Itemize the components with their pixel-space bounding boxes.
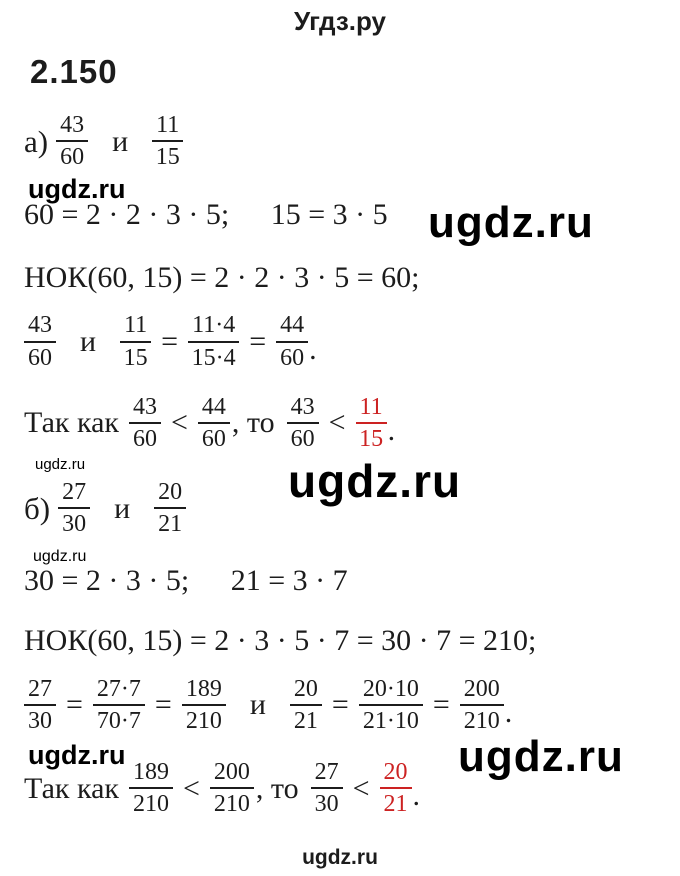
fraction-numerator: 43 <box>287 395 319 424</box>
fraction-20-21-answer <box>380 760 412 817</box>
watermark-ugdz-bold-left-a: ugdz.ru <box>28 174 126 204</box>
equals-sign: = <box>249 325 267 359</box>
fraction-denominator: 60 <box>132 425 157 452</box>
fraction-189-210 <box>129 760 173 817</box>
fraction-denominator: 15 <box>123 344 148 371</box>
part-a-lcm-line: НОК(60, 15) = 2 · 2 · 3 · 5 = 60; <box>24 260 420 294</box>
fraction-denominator: 70·7 <box>96 707 141 734</box>
fraction-denominator: 21 <box>293 707 318 734</box>
period: . <box>387 414 396 448</box>
fraction-denominator: 21 <box>383 791 408 818</box>
since-word: Так как <box>24 771 119 805</box>
fraction-43-60 <box>24 313 56 370</box>
fraction-20-21 <box>154 480 186 537</box>
and-word: и <box>114 491 131 525</box>
equals-sign: = <box>66 688 83 722</box>
part-a-given-row <box>24 113 680 170</box>
watermark-ugdz-small-a: ugdz.ru <box>35 456 86 473</box>
fraction-27-30 <box>311 760 343 817</box>
fraction-numerator: 200 <box>210 760 254 789</box>
watermark-ugdz-bold-left-b: ugdz.ru <box>28 740 126 770</box>
equals-sign: = <box>161 325 179 359</box>
part-b-factorization-line <box>24 564 680 599</box>
part-a-label: а) <box>24 123 49 159</box>
period: . <box>412 779 421 813</box>
fraction-20-21 <box>290 677 322 734</box>
part-a-conversion-row <box>24 313 680 370</box>
fraction-denominator: 60 <box>28 344 52 371</box>
fraction-denominator: 30 <box>28 707 52 734</box>
less-than-sign: < <box>352 771 370 805</box>
fraction-27-30 <box>24 677 56 734</box>
watermark-ugdz-small-b: ugdz.ru <box>33 548 87 565</box>
fraction-numerator: 27 <box>311 760 343 789</box>
equals-sign: = <box>154 688 172 722</box>
and-word: и <box>80 325 97 359</box>
factorization-30: 30 = 2 · 3 · 5; <box>24 563 190 597</box>
since-word: Так как <box>24 406 119 440</box>
then-word: , то <box>255 771 299 805</box>
fraction-43-60 <box>56 113 88 170</box>
fraction-denominator: 210 <box>213 791 250 818</box>
fraction-denominator: 60 <box>280 344 305 371</box>
solution-page <box>0 6 680 876</box>
problem-number: 2.150 <box>30 53 118 90</box>
period: . <box>504 695 513 729</box>
fraction-denominator: 15·4 <box>191 344 236 371</box>
fraction-11-15-answer <box>356 395 387 452</box>
part-b-conversion-row <box>24 677 680 734</box>
fraction-denominator: 15 <box>155 144 180 171</box>
fraction-numerator: 11 <box>120 313 151 342</box>
fraction-200-210 <box>460 677 504 734</box>
site-title: Угдз.ру <box>294 6 386 36</box>
and-word: и <box>112 124 129 158</box>
fraction-numerator: 27 <box>58 480 90 509</box>
fraction-11-15 <box>120 313 151 370</box>
watermark-ugdz-big-right-b: ugdz.ru <box>458 732 624 781</box>
fraction-44-60 <box>198 395 230 452</box>
fraction-numerator: 189 <box>182 677 226 706</box>
part-a-conclusion-row <box>24 395 680 452</box>
factorization-15: 15 = 3 · 5 <box>270 198 388 232</box>
period: . <box>309 332 317 366</box>
fraction-numerator: 44 <box>276 313 308 342</box>
fraction-denominator: 210 <box>185 707 222 734</box>
fraction-denominator: 60 <box>290 425 315 452</box>
fraction-expanded-27-30 <box>93 677 145 734</box>
fraction-numerator: 44 <box>198 395 230 424</box>
watermark-ugdz-big-center: ugdz.ru <box>288 455 462 507</box>
fraction-27-30 <box>58 480 90 537</box>
less-than-sign: < <box>328 406 346 440</box>
equals-sign: = <box>331 688 349 722</box>
then-word: , то <box>231 406 275 440</box>
fraction-numerator: 43 <box>129 395 161 424</box>
factorization-60: 60 = 2 · 2 · 3 · 5; <box>24 198 230 232</box>
fraction-43-60 <box>129 395 161 452</box>
fraction-numerator: 189 <box>129 760 173 789</box>
fraction-11-15 <box>152 113 183 170</box>
fraction-numerator: 20 <box>290 677 322 706</box>
fraction-denominator: 21·10 <box>362 707 419 734</box>
fraction-200-210 <box>210 760 254 817</box>
fraction-denominator: 15 <box>359 425 384 452</box>
fraction-denominator: 210 <box>463 707 500 734</box>
part-b-label: б) <box>24 490 51 526</box>
fraction-numerator: 11 <box>356 395 387 424</box>
fraction-denominator: 30 <box>62 511 87 538</box>
fraction-43-60 <box>287 395 319 452</box>
fraction-numerator: 43 <box>56 113 88 142</box>
fraction-denominator: 210 <box>132 791 169 818</box>
fraction-numerator: 20 <box>380 760 412 789</box>
watermark-ugdz-big-right-a: ugdz.ru <box>428 198 594 247</box>
fraction-expanded-20-21 <box>359 677 423 734</box>
fraction-denominator: 60 <box>201 425 226 452</box>
fraction-numerator: 20·10 <box>359 677 423 706</box>
less-than-sign: < <box>182 771 200 805</box>
fraction-189-210 <box>182 677 226 734</box>
fraction-44-60 <box>276 313 308 370</box>
and-word: и <box>249 688 266 722</box>
fraction-numerator: 200 <box>460 677 504 706</box>
fraction-expanded-11-15 <box>188 313 239 370</box>
less-than-sign: < <box>170 406 188 440</box>
fraction-denominator: 21 <box>158 511 183 538</box>
footer-brand: ugdz.ru <box>302 846 378 869</box>
fraction-numerator: 27 <box>24 677 56 706</box>
factorization-21: 21 = 3 · 7 <box>230 563 348 597</box>
fraction-denominator: 30 <box>314 791 339 818</box>
fraction-denominator: 60 <box>60 144 85 171</box>
equals-sign: = <box>432 688 450 722</box>
fraction-numerator: 11 <box>152 113 183 142</box>
fraction-numerator: 20 <box>154 480 186 509</box>
fraction-numerator: 11·4 <box>188 313 239 342</box>
fraction-numerator: 27·7 <box>93 677 145 706</box>
part-b-lcm-line: НОК(60, 15) = 2 · 3 · 5 · 7 = 30 · 7 = 210; <box>24 624 537 657</box>
fraction-numerator: 43 <box>24 313 56 342</box>
